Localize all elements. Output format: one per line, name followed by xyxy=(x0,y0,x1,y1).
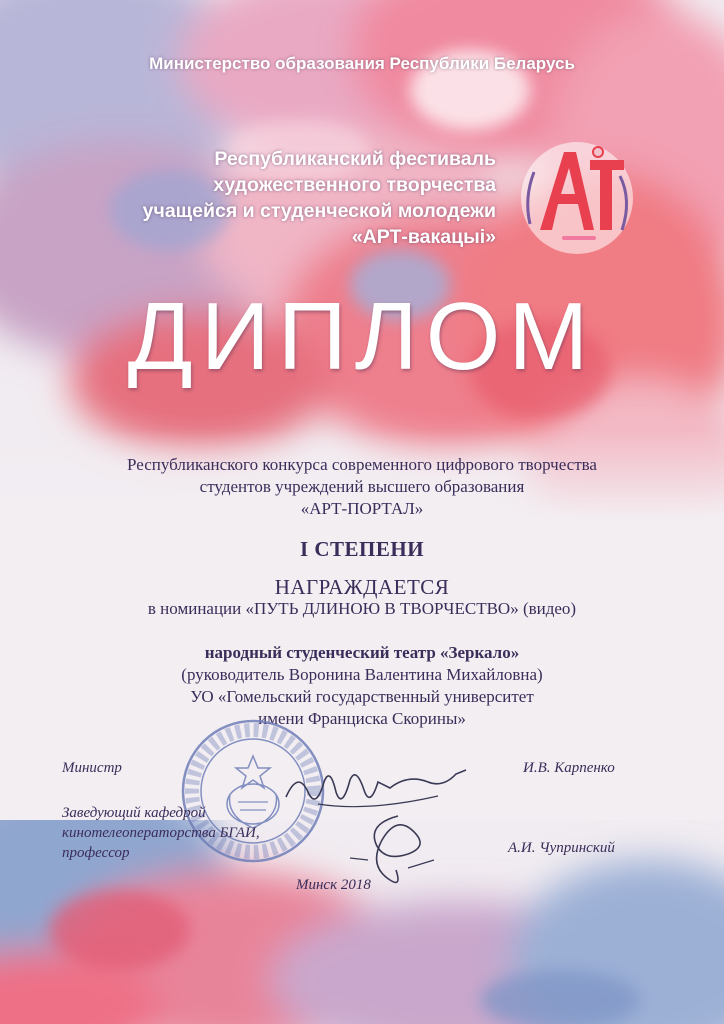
contest-line: студентов учреждений высшего образования xyxy=(199,477,525,496)
festival-line: художественного творчества xyxy=(213,174,496,196)
award-degree: I СТЕПЕНИ xyxy=(299,537,425,561)
contest-line: «АРТ-ПОРТАЛ» xyxy=(300,499,424,518)
head-title-line: профессор xyxy=(62,845,130,861)
contest-description xyxy=(0,454,724,520)
festival-line: учащейся и студенческой молодежи xyxy=(142,200,496,222)
ministry-heading: Министерство образования Республики Беларусь xyxy=(149,54,575,73)
festival-heading xyxy=(120,146,496,250)
recipient-line: (руководитель Воронина Валентина Михайловна) xyxy=(181,665,543,684)
awarded-heading: НАГРАЖДАЕТСЯ xyxy=(274,575,450,599)
place-date: Минск 2018 xyxy=(296,877,371,893)
recipient-block xyxy=(0,642,724,730)
festival-logo-icon xyxy=(512,138,642,258)
contest-line: Республиканского конкурса современного цифрового творчества xyxy=(127,455,597,474)
head-title xyxy=(62,803,260,863)
festival-line: Республиканский фестиваль xyxy=(214,148,496,170)
nomination-text: в номинации «ПУТЬ ДЛИНОЮ В ТВОРЧЕСТВО» (видео) xyxy=(147,599,577,618)
recipient-name: народный студенческий театр «Зеркало» xyxy=(204,643,520,662)
festival-line: «АРТ-вакацыі» xyxy=(351,226,496,248)
head-title-line: Заведующий кафедрой xyxy=(62,805,206,821)
diploma-title: ДИПЛОМ xyxy=(127,283,597,390)
head-title-line: кинотелеоператорства БГАИ, xyxy=(62,825,260,841)
recipient-line: имени Франциска Скорины» xyxy=(258,709,466,728)
minister-title: Министр xyxy=(62,760,122,776)
minister-name: И.В. Карпенко xyxy=(523,760,615,776)
head-name: А.И. Чупринский xyxy=(508,840,615,856)
recipient-line: УО «Гомельский государственный университет xyxy=(190,687,534,706)
